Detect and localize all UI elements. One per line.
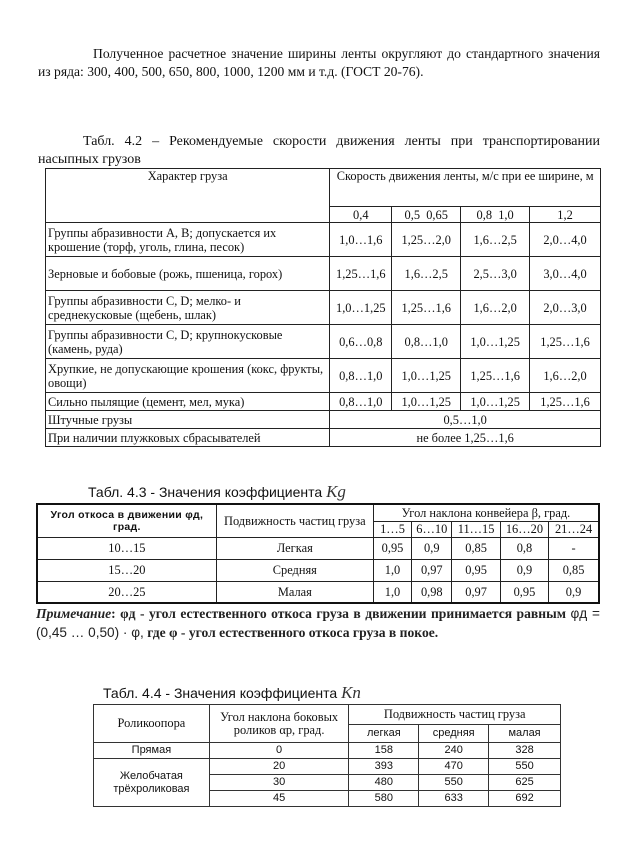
cell: не более 1,25…1,6 — [330, 429, 601, 447]
cell: 1,0…1,25 — [392, 359, 461, 393]
row-label: Группы абразивности С, D; мелко- и среднекусковые (щебень, шлак) — [46, 291, 330, 325]
cell: 1,6…2,0 — [530, 359, 601, 393]
cell: 158 — [349, 743, 419, 759]
table-row — [46, 429, 601, 447]
header-angle: Угол наклона конвейера β, град. — [373, 504, 599, 521]
cell: 0,85 — [549, 559, 599, 581]
cell: 1,6…2,5 — [392, 257, 461, 291]
cell: 1,6…2,0 — [461, 291, 530, 325]
cell: 0,95 — [373, 537, 411, 559]
width-0: 0,4 — [330, 207, 392, 223]
cell: 1,0…1,25 — [461, 393, 530, 411]
cell: 633 — [419, 791, 489, 807]
cell: 625 — [489, 775, 561, 791]
angle-cell: 0 — [209, 743, 349, 759]
cell: 1,0 — [373, 581, 411, 603]
angle-range: 11…15 — [452, 521, 500, 537]
cell: 0,9 — [549, 581, 599, 603]
cell: 0,8…1,0 — [330, 359, 392, 393]
angle-cell: 30 — [209, 775, 349, 791]
table-4-4 — [93, 704, 561, 807]
header-roller: Роликоопора — [94, 705, 210, 743]
cell: 2,5…3,0 — [461, 257, 530, 291]
angle-cell: 45 — [209, 791, 349, 807]
cell: 0,8…1,0 — [392, 325, 461, 359]
caption-text: Табл. 4.3 - Значения коэффициента — [88, 484, 323, 500]
table-4-3-caption — [88, 483, 346, 501]
cell: 0,9 — [412, 537, 452, 559]
intro-paragraph: Полученное расчетное значение ширины ленты округляют до стандартного значения из ряда: 300, 400, 500, 650, 800, 1000, 1200 мм и т.д. (ГОСТ 20-76). — [38, 46, 600, 79]
cell: 1,0…1,25 — [461, 325, 530, 359]
width-2: 0,8 1,0 — [461, 207, 530, 223]
cell: 0,85 — [452, 537, 500, 559]
cell: 3,0…4,0 — [530, 257, 601, 291]
cell: 580 — [349, 791, 419, 807]
table-row — [46, 325, 601, 359]
coefficient-symbol: Kп — [341, 683, 361, 702]
mobility-low: малая — [489, 725, 561, 743]
roller-type: Желобчатая трёхроликовая — [94, 759, 210, 807]
cell: 0,5…1,0 — [330, 411, 601, 429]
coefficient-symbol: Kg — [326, 482, 346, 501]
cell: 1,25…1,6 — [330, 257, 392, 291]
cell: 328 — [489, 743, 561, 759]
header-mobility: Подвижность частиц груза — [216, 504, 373, 537]
row-label: Группы абразивности А, В; допускается их крошение (торф, уголь, глина, песок) — [46, 223, 330, 257]
table-row — [46, 359, 601, 393]
angle-range: 21…24 — [549, 521, 599, 537]
note-paragraph — [36, 604, 600, 642]
width-3: 1,2 — [530, 207, 601, 223]
table-row — [46, 291, 601, 325]
cell: 240 — [419, 743, 489, 759]
angle-range: 16…20 — [500, 521, 548, 537]
cell: 1,25…1,6 — [392, 291, 461, 325]
angle-range: 1…5 — [373, 521, 411, 537]
mobility-medium: средняя — [419, 725, 489, 743]
cell: 0,97 — [412, 559, 452, 581]
cell: 1,25…2,0 — [392, 223, 461, 257]
cell: 2,0…3,0 — [530, 291, 601, 325]
table-row — [46, 223, 601, 257]
row-label: Группы абразивности С, D; крупнокусковые (камень, руда) — [46, 325, 330, 359]
table-4-2-caption: Табл. 4.2 – Рекомендуемые скорости движения ленты при транспортировании насыпных грузов — [38, 134, 600, 167]
cell: 0,95 — [452, 559, 500, 581]
roller-type: Прямая — [94, 743, 210, 759]
cell: 1,6…2,5 — [461, 223, 530, 257]
cell: 0,8…1,0 — [330, 393, 392, 411]
row-label: Зерновые и бобовые (рожь, пшеница, горох) — [46, 257, 330, 291]
cell: 0,98 — [412, 581, 452, 603]
row-label: При наличии плужковых сбрасывателей — [46, 429, 330, 447]
note-formula: φд = (0,45 … 0,50) · φ, — [36, 606, 600, 640]
cell: 692 — [489, 791, 561, 807]
mobility-cell: Средняя — [216, 559, 373, 581]
table-row — [46, 257, 601, 291]
table-4-3 — [36, 503, 600, 604]
table-row — [94, 743, 561, 759]
cell: 2,0…4,0 — [530, 223, 601, 257]
table-row — [37, 537, 599, 559]
cell: 1,25…1,6 — [530, 393, 601, 411]
row-label: Сильно пылящие (цемент, мел, мука) — [46, 393, 330, 411]
header-slope: Угол откоса в движении φд, град. — [37, 504, 216, 537]
cell: 1,0…1,25 — [392, 393, 461, 411]
note-label: Примечание — [36, 606, 112, 621]
cell: 0,95 — [500, 581, 548, 603]
table-4-2 — [45, 168, 601, 447]
cell: 393 — [349, 759, 419, 775]
cell: 0,6…0,8 — [330, 325, 392, 359]
table-row — [46, 411, 601, 429]
mobility-light: легкая — [349, 725, 419, 743]
mobility-cell: Малая — [216, 581, 373, 603]
cell: 1,0…1,6 — [330, 223, 392, 257]
angle-range: 6…10 — [412, 521, 452, 537]
cell: 470 — [419, 759, 489, 775]
cell: 1,0 — [373, 559, 411, 581]
header-cargo: Характер груза — [46, 169, 330, 223]
note-text-1: : φд - угол естественного откоса груза в движении принимается равным — [111, 606, 566, 621]
angle-cell: 20 — [209, 759, 349, 775]
cell: 1,0…1,25 — [330, 291, 392, 325]
table-row — [37, 559, 599, 581]
cell: 480 — [349, 775, 419, 791]
header-mobility: Подвижность частиц груза — [349, 705, 561, 725]
cell: - — [549, 537, 599, 559]
cell: 0,8 — [500, 537, 548, 559]
table-row — [94, 759, 561, 775]
cell: 1,25…1,6 — [530, 325, 601, 359]
slope-cell: 20…25 — [37, 581, 216, 603]
header-angle: Угол наклона боковых роликов αр, град. — [209, 705, 349, 743]
cell: 0,97 — [452, 581, 500, 603]
cell: 550 — [419, 775, 489, 791]
row-label: Штучные грузы — [46, 411, 330, 429]
cell: 0,9 — [500, 559, 548, 581]
cell: 1,25…1,6 — [461, 359, 530, 393]
table-row — [37, 581, 599, 603]
caption-text: Табл. 4.4 - Значения коэффициента — [103, 685, 338, 701]
width-1: 0,5 0,65 — [392, 207, 461, 223]
slope-cell: 10…15 — [37, 537, 216, 559]
table-4-4-caption — [103, 684, 361, 702]
mobility-cell: Легкая — [216, 537, 373, 559]
cell: 550 — [489, 759, 561, 775]
row-label: Хрупкие, не допускающие крошения (кокс, фрукты, овощи) — [46, 359, 330, 393]
note-text-2: где φ - угол естественного откоса груза в покое. — [147, 625, 439, 640]
header-speed: Скорость движения ленты, м/с при ее ширине, м — [330, 169, 601, 207]
slope-cell: 15…20 — [37, 559, 216, 581]
table-row — [46, 393, 601, 411]
